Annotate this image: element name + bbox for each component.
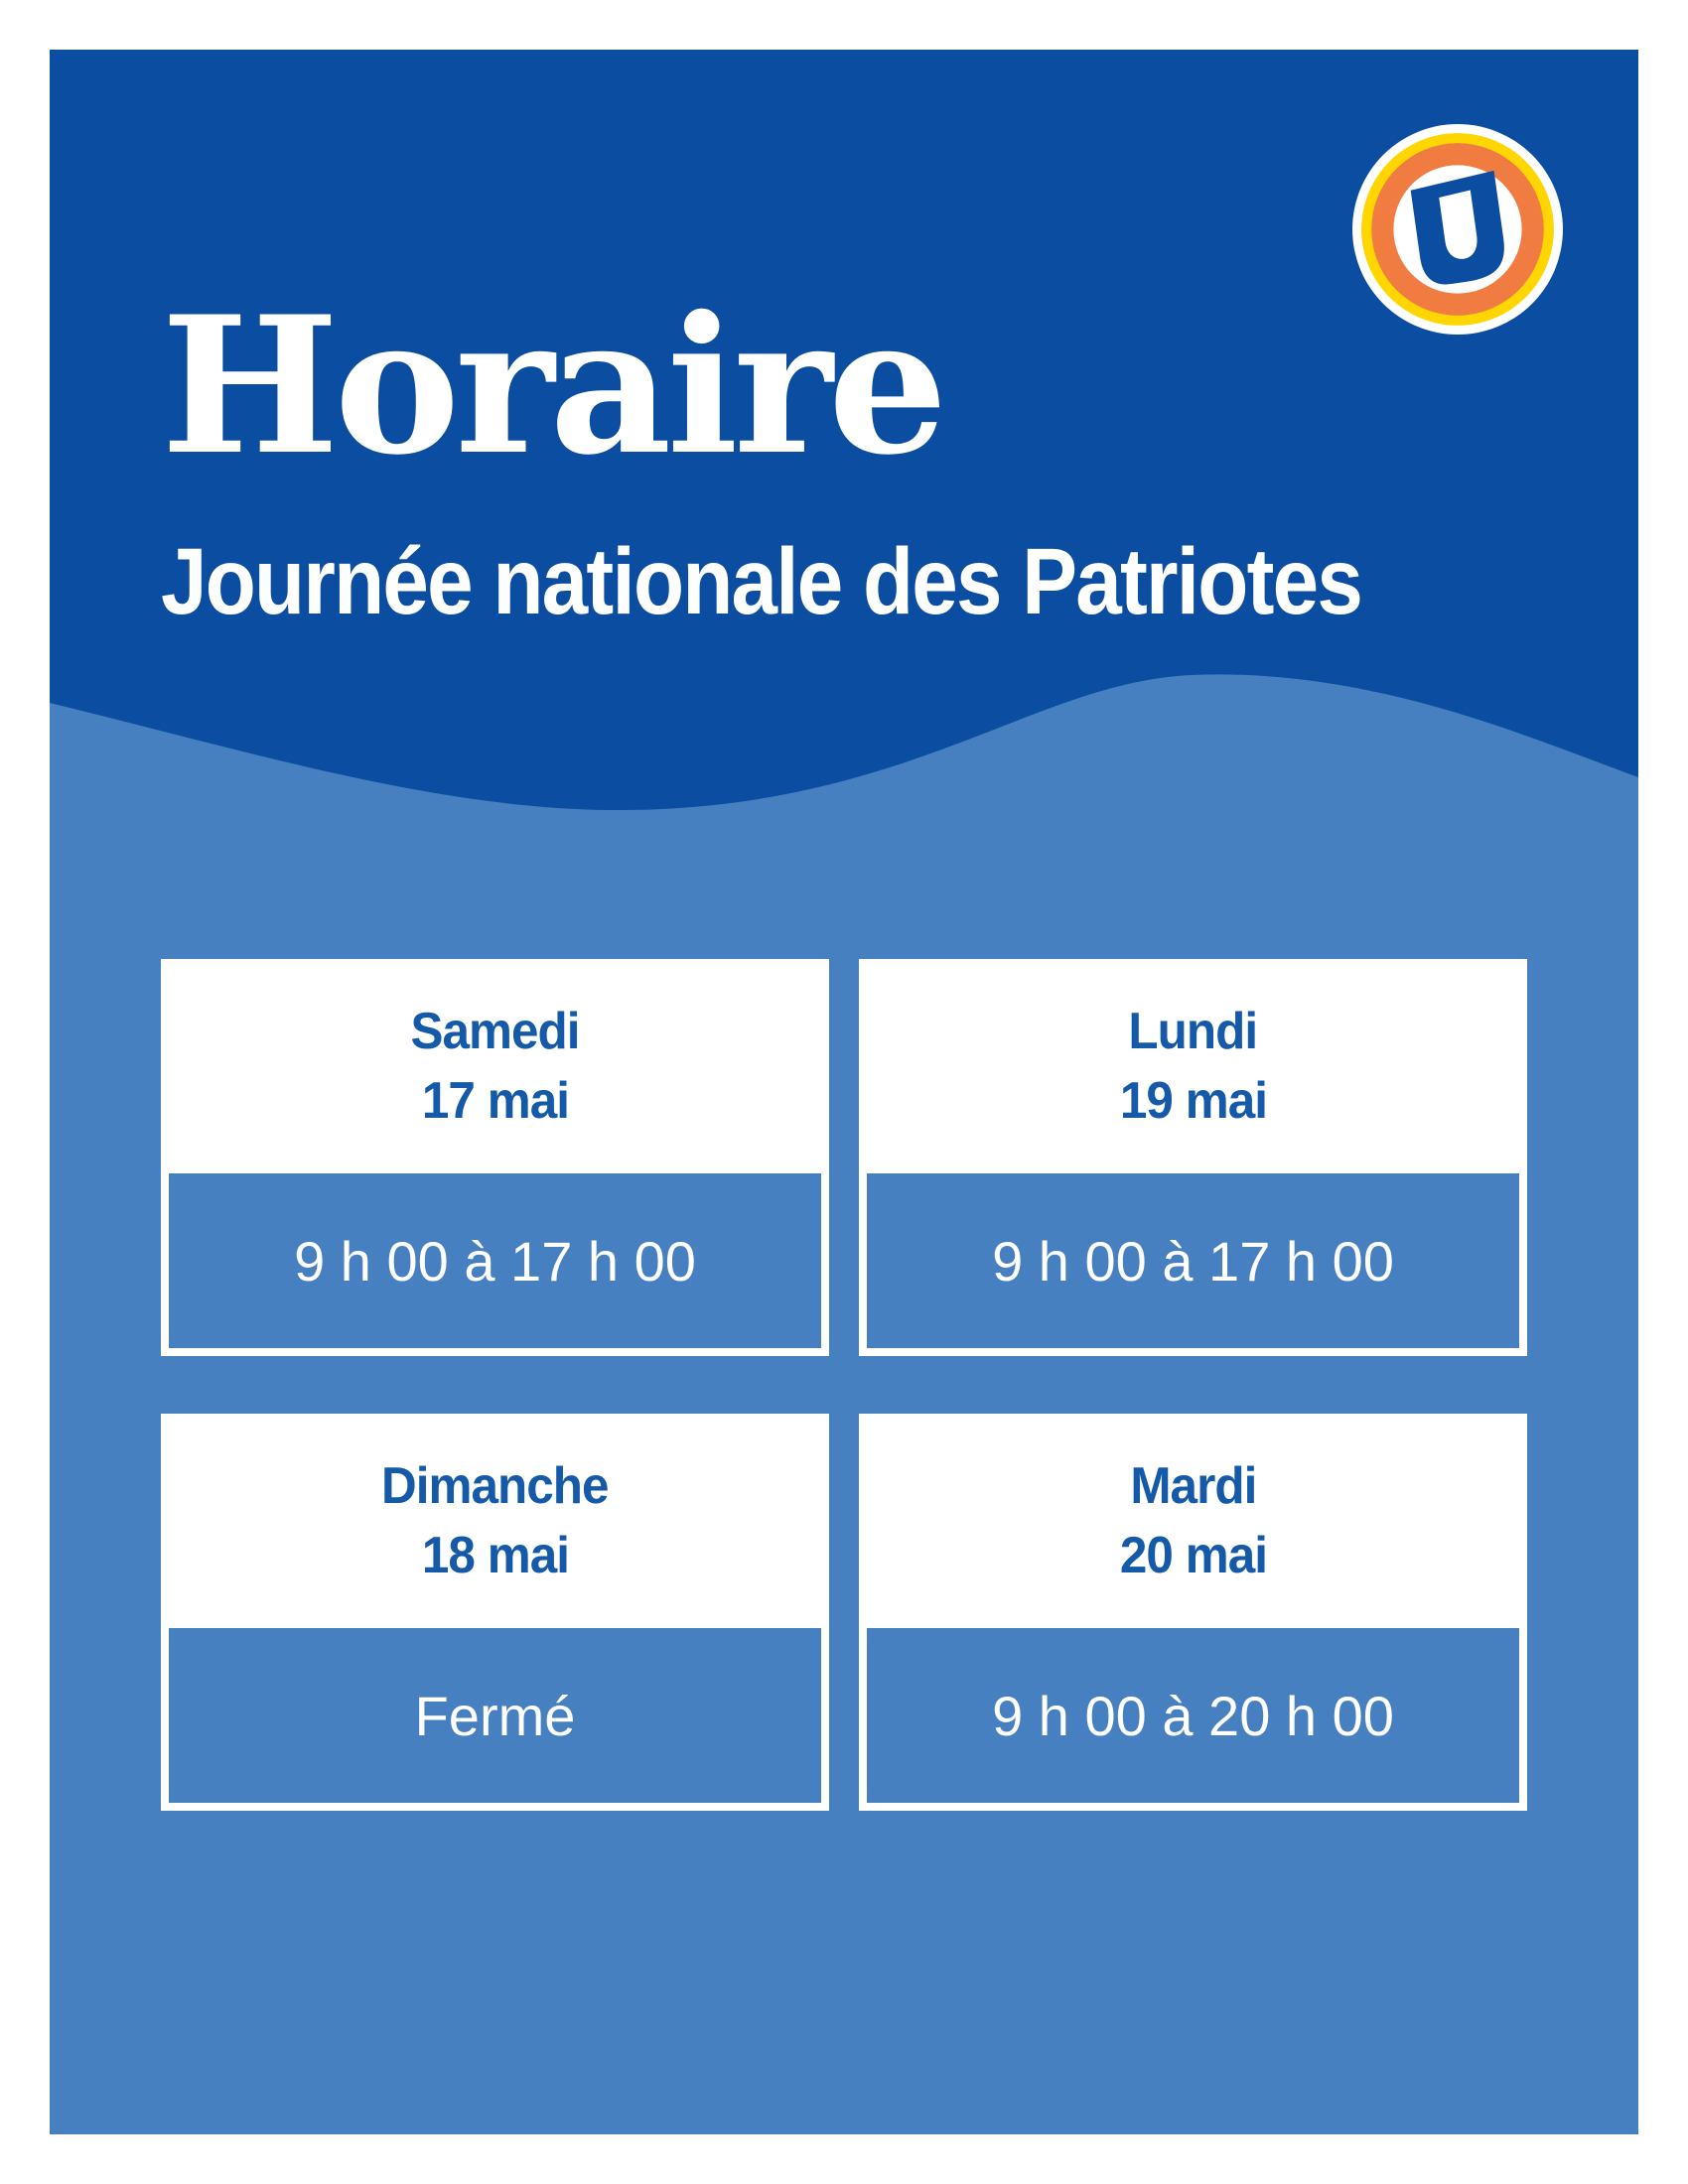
poster-canvas [50,50,1638,2134]
page-subtitle [161,528,1525,636]
schedule-card-dimanche [161,1414,829,1811]
card-day-date [859,1414,1527,1628]
card-day-label: Mardi [1129,1457,1257,1515]
card-date-label: 17 mai [421,1072,569,1130]
u-letter [1410,171,1509,288]
card-hours-label: 9 h 00 à 17 h 00 [169,1173,821,1348]
card-hours-label: 9 h 00 à 20 h 00 [867,1628,1519,1803]
card-date-label: 19 mai [1119,1072,1267,1130]
card-date-label: 20 mai [1119,1527,1267,1584]
schedule-card-lundi [859,959,1527,1356]
schedule-grid [161,959,1527,1811]
card-hours-label: Fermé [169,1628,821,1803]
card-hours-label: 9 h 00 à 17 h 00 [867,1173,1519,1348]
card-day-date [161,1414,829,1628]
page-subtitle-text: Journée nationale des Patriotes [161,529,1362,634]
schedule-card-mardi [859,1414,1527,1811]
card-day-date [161,959,829,1173]
card-day-label: Dimanche [381,1457,609,1515]
page-title: Horaire [161,275,943,496]
card-date-label: 18 mai [421,1527,569,1584]
card-day-label: Samedi [410,1003,580,1060]
card-day-date [859,959,1527,1173]
u-logo-icon [1352,124,1563,335]
card-day-label: Lundi [1128,1003,1258,1060]
schedule-card-samedi [161,959,829,1356]
